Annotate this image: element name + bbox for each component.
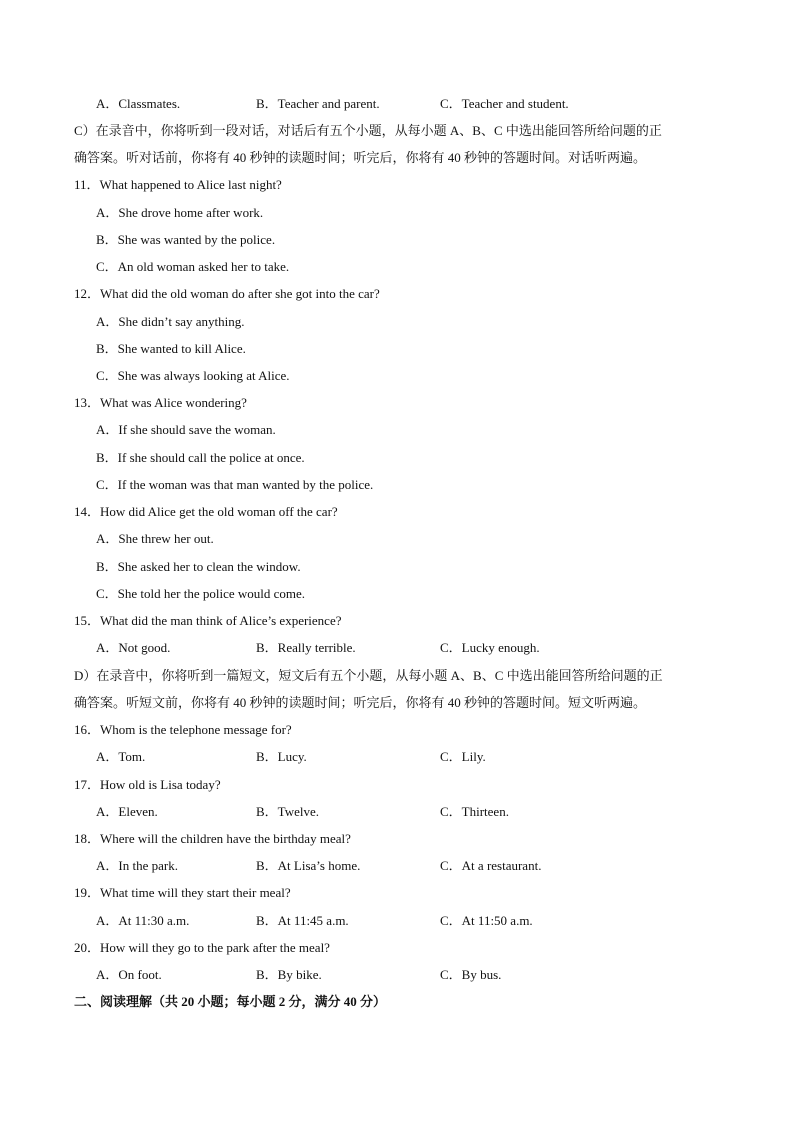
option-a: A．At 11:30 a.m. (96, 913, 190, 928)
question-10-options (0, 93, 794, 115)
question-20: 20．How will they go to the park after the meal? (74, 940, 330, 955)
question-14-option-a: A．She threw her out. (96, 531, 214, 546)
option-a: A．On foot. (96, 967, 162, 982)
question-20-options (0, 964, 794, 986)
part-c-instruction-line1: C）在录音中，你将听到一段对话，对话后有五个小题，从每小题 A、B、C 中选出能回答所给问题的正 (74, 123, 662, 138)
option-a: A．Eleven. (96, 804, 158, 819)
question-17: 17．How old is Lisa today? (74, 777, 221, 792)
question-12: 12．What did the old woman do after she got into the car? (74, 286, 380, 301)
question-11-option-c: C．An old woman asked her to take. (96, 259, 290, 274)
option-c: C．Lucky enough. (440, 640, 540, 655)
option-b: B．By bike. (256, 967, 322, 982)
question-14-option-c: C．She told her the police would come. (96, 586, 306, 601)
question-12-option-c: C．She was always looking at Alice. (96, 368, 290, 383)
question-15-options (0, 637, 794, 659)
option-c: C．Thirteen. (440, 804, 509, 819)
question-11: 11．What happened to Alice last night? (74, 177, 282, 192)
question-16: 16．Whom is the telephone message for? (74, 722, 292, 737)
question-13-option-a: A．If she should save the woman. (96, 422, 276, 437)
question-15: 15．What did the man think of Alice’s experience? (74, 613, 342, 628)
option-a: A．In the park. (96, 858, 178, 873)
part-d-instruction-line2: 确答案。听短文前，你将有 40 秒钟的读题时间；听完后，你将有 40 秒钟的答题时间。短文听两遍。 (74, 695, 647, 710)
option-a: A．Classmates. (96, 96, 181, 111)
option-b: B．Teacher and parent. (256, 96, 380, 111)
question-12-option-a: A．She didn’t say anything. (96, 314, 245, 329)
question-18: 18．Where will the children have the birthday meal? (74, 831, 351, 846)
question-19: 19．What time will they start their meal? (74, 885, 291, 900)
question-14-option-b: B．She asked her to clean the window. (96, 559, 301, 574)
option-a: A．Tom. (96, 749, 146, 764)
option-b: B．At Lisa’s home. (256, 858, 361, 873)
option-c: C．At a restaurant. (440, 858, 542, 873)
option-c: C．Teacher and student. (440, 96, 569, 111)
question-13-option-b: B．If she should call the police at once. (96, 450, 305, 465)
question-14: 14．How did Alice get the old woman off the car? (74, 504, 338, 519)
question-12-option-b: B．She wanted to kill Alice. (96, 341, 246, 356)
section-two-heading: 二、阅读理解（共 20 小题；每小题 2 分，满分 40 分） (74, 994, 387, 1009)
option-c: C．At 11:50 a.m. (440, 913, 533, 928)
question-11-option-a: A．She drove home after work. (96, 205, 264, 220)
option-b: B．Really terrible. (256, 640, 356, 655)
option-a: A．Not good. (96, 640, 171, 655)
option-b: B．At 11:45 a.m. (256, 913, 349, 928)
question-16-options (0, 746, 794, 768)
question-11-option-b: B．She was wanted by the police. (96, 232, 276, 247)
question-19-options (0, 910, 794, 932)
part-d-instruction-line1: D）在录音中，你将听到一篇短文，短文后有五个小题，从每小题 A、B、C 中选出能回答所给问题的正 (74, 668, 663, 683)
option-c: C．Lily. (440, 749, 486, 764)
question-13-option-c: C．If the woman was that man wanted by the police. (96, 477, 374, 492)
question-13: 13．What was Alice wondering? (74, 395, 247, 410)
option-b: B．Twelve. (256, 804, 319, 819)
part-c-instruction-line2: 确答案。听对话前，你将有 40 秒钟的读题时间；听完后，你将有 40 秒钟的答题时间。对话听两遍。 (74, 150, 647, 165)
question-18-options (0, 855, 794, 877)
option-c: C．By bus. (440, 967, 502, 982)
question-17-options (0, 801, 794, 823)
option-b: B．Lucy. (256, 749, 307, 764)
